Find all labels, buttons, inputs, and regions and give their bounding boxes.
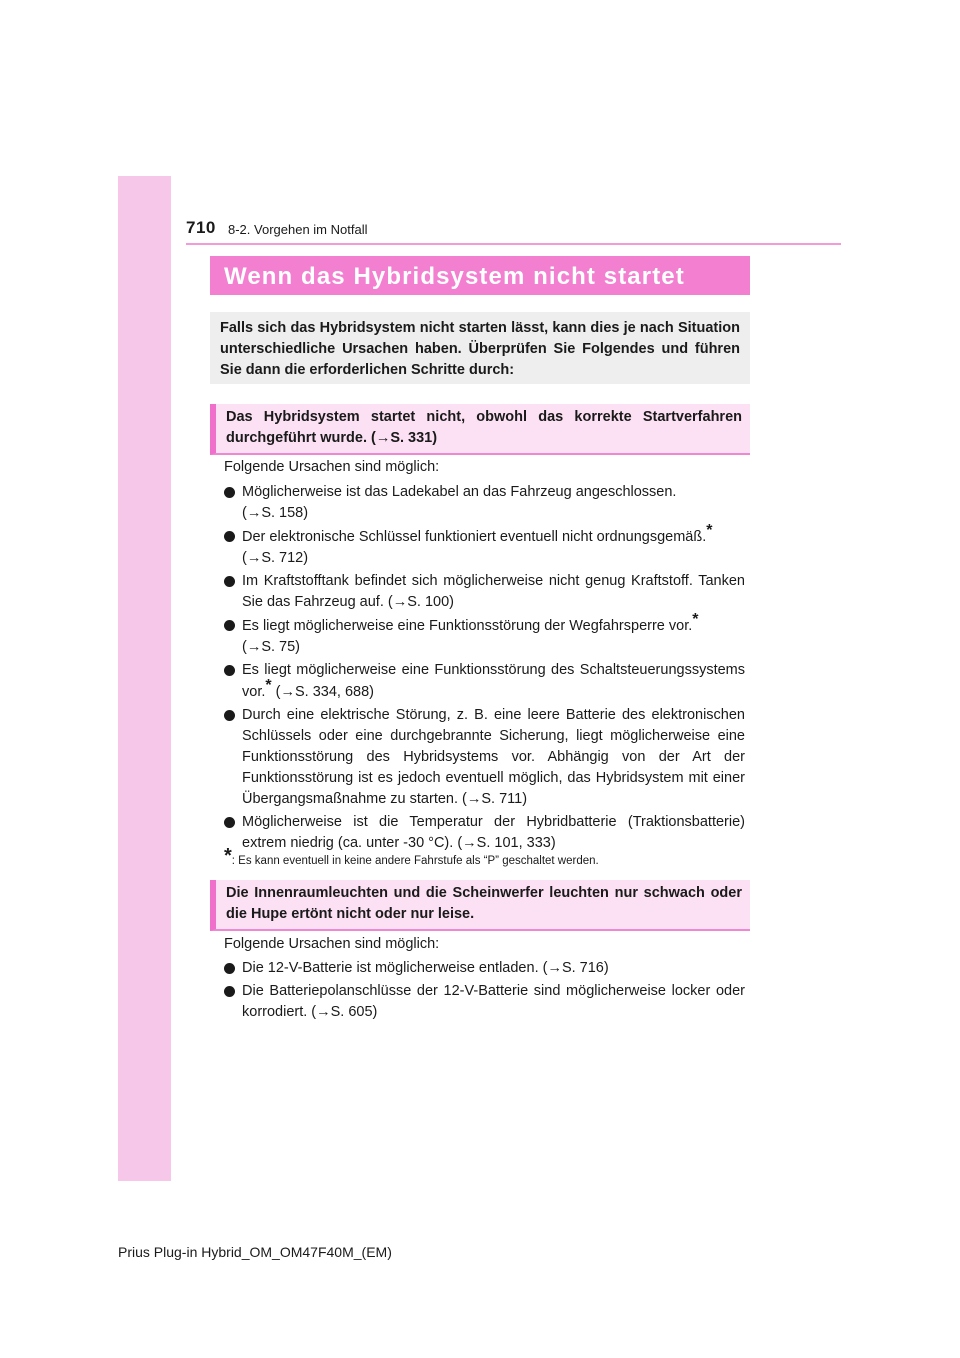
list-item: [224, 571, 745, 613]
section-label: 8-2. Vorgehen im Notfall: [228, 222, 368, 237]
condition-heading-1: [210, 404, 750, 455]
page-reference: (→S. 158): [242, 505, 309, 521]
title-banner: [210, 256, 750, 295]
bullet-icon: [224, 576, 235, 587]
footnote: [224, 847, 599, 870]
item-text: Die 12-V-Batterie ist möglicherweise entladen. (→S. 716): [242, 960, 609, 976]
page-reference: (→S. 712): [242, 550, 309, 566]
condition-heading-2: [210, 880, 750, 931]
bullet-icon: [224, 817, 235, 828]
footnote-star: *: [224, 845, 232, 867]
list-item: [224, 482, 745, 524]
page-reference: (→S. 334, 688): [271, 684, 374, 700]
intro-box: [210, 312, 750, 384]
bullet-icon: [224, 710, 235, 721]
causes-lead-2: Folgende Ursachen sind möglich:: [224, 936, 440, 952]
bullet-icon: [224, 620, 235, 631]
intro-text: Falls sich das Hybridsystem nicht starten lässt, kann dies je nach Situation unterschiedliche Ursachen haben. Überprüfen Sie Folgendes und führen Sie dann die erforderlichen Schritte durch:: [220, 320, 740, 378]
list-item: [224, 981, 745, 1023]
list-item: [224, 522, 745, 569]
item-text: Es liegt möglicherweise eine Funktionsstörung der Wegfahrsperre vor.: [242, 618, 693, 634]
footer-document-id: Prius Plug-in Hybrid_OM_OM47F40M_(EM): [118, 1244, 392, 1260]
bullet-icon: [224, 986, 235, 997]
condition-heading-2-text: Die Innenraumleuchten und die Scheinwerfer leuchten nur schwach oder die Hupe ertönt nicht oder nur leise.: [226, 885, 742, 922]
item-text: Die Batteriepolanschlüsse der 12-V-Batterie sind möglicherweise locker oder korrodiert. (→S. 605): [242, 983, 745, 1020]
footnote-text: : Es kann eventuell in keine andere Fahrstufe als “P” geschaltet werden.: [231, 855, 599, 867]
footnote-marker: *: [692, 611, 699, 628]
header-rule: [186, 243, 841, 245]
page-title: Wenn das Hybridsystem nicht startet: [224, 263, 685, 290]
causes-list-2: [224, 958, 745, 1025]
item-text: Möglicherweise ist die Temperatur der Hybridbatterie (Traktionsbatterie) extrem niedrig (ca. unter -30 °C). (→S. 101, 333): [242, 814, 745, 851]
bullet-icon: [224, 963, 235, 974]
list-item: [224, 958, 745, 979]
bullet-icon: [224, 665, 235, 676]
page-reference: (→S. 75): [242, 639, 301, 655]
condition-heading-1-text: Das Hybridsystem startet nicht, obwohl das korrekte Startverfahren durchgeführt wurde. (→S. 331): [226, 409, 742, 446]
item-text: Im Kraftstofftank befindet sich möglicherweise nicht genug Kraftstoff. Tanken Sie das Fahrzeug auf. (→S. 100): [242, 573, 745, 610]
bullet-icon: [224, 487, 235, 498]
bullet-icon: [224, 531, 235, 542]
causes-lead-1: Folgende Ursachen sind möglich:: [224, 459, 440, 475]
chapter-side-tab: [118, 176, 171, 1181]
item-text: Durch eine elektrische Störung, z. B. eine leere Batterie des elektronischen Schlüssels oder eine durchgebrannte Sicherung, liegt möglicherweise eine Funktionsstörung des Hybridsystems vor. Abhängig von der Art der Funktionsstörung ist es jedoch eventuell möglich, das Hybridsystem mit einer Übergangsmaßnahme zu starten. (→S. 711): [242, 707, 745, 807]
item-text: Es liegt möglicherweise eine Funktionsstörung des Schaltsteuerungssystems vor.: [242, 662, 745, 700]
footnote-marker: *: [706, 522, 713, 539]
item-text: Möglicherweise ist das Ladekabel an das Fahrzeug angeschlossen.: [242, 484, 677, 500]
page-number: 710: [186, 218, 216, 237]
causes-list-1: [224, 482, 745, 856]
list-item: [224, 705, 745, 810]
item-text: Der elektronische Schlüssel funktioniert eventuell nicht ordnungsgemäß.: [242, 529, 707, 545]
list-item: [224, 660, 745, 703]
footnote-marker: *: [265, 677, 272, 694]
list-item: [224, 611, 745, 658]
